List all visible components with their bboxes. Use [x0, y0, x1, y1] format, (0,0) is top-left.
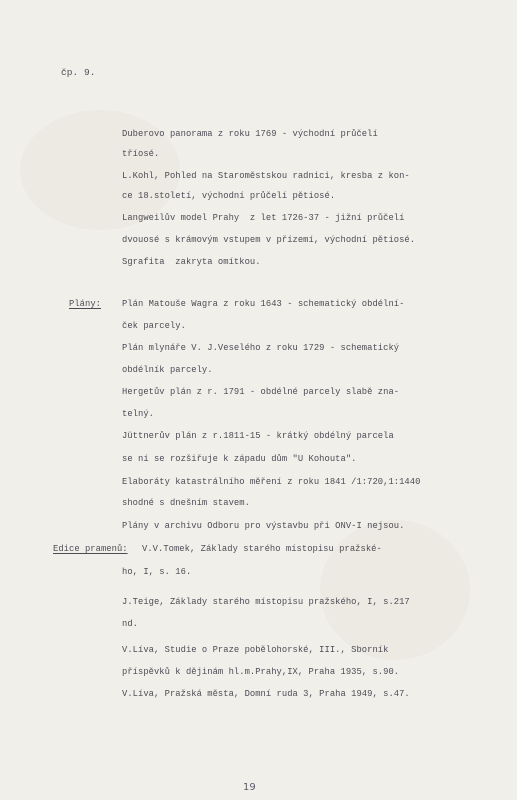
paragraph-line: Duberovo panorama z roku 1769 - východní průčelí	[122, 129, 378, 139]
plans-line: obdélník parcely.	[122, 365, 213, 375]
sources-line: V.Líva, Pražská města, Domní ruda 3, Praha 1949, s.47.	[122, 689, 410, 699]
plans-label: Plány:	[69, 299, 101, 309]
plans-line: Plán mlynáře V. J.Veselého z roku 1729 - schematický	[122, 343, 400, 353]
document-heading: čp. 9.	[61, 67, 96, 78]
paragraph-line: dvouosé s krámovým vstupem v přízemí, východní pětiosé.	[122, 235, 416, 245]
sources-line: nd.	[122, 619, 138, 629]
paragraph-line: ce 18.století, východní průčelí pětiosé.	[122, 191, 336, 201]
paragraph-line: tříosé.	[122, 149, 160, 159]
sources-line: J.Teige, Základy starého místopisu pražského, I, s.217	[122, 597, 410, 607]
paragraph-line: L.Kohl, Pohled na Staroměstskou radnici, kresba z kon-	[122, 171, 410, 181]
plans-line: ček parcely.	[122, 321, 186, 331]
sources-label: Edice pramenů:	[53, 544, 128, 554]
sources-line: příspěvků k dějinám hl.m.Prahy,IX, Praha 1935, s.90.	[122, 667, 400, 677]
plans-line: Elaboráty katastrálního měření z roku 1841 /1:720,1:1440	[122, 477, 421, 487]
sources-line: ho, I, s. 16.	[122, 567, 192, 577]
page-number: 19	[243, 782, 256, 793]
plans-line: telný.	[122, 409, 154, 419]
sources-line: V.V.Tomek, Základy starého místopisu pražské-	[142, 544, 382, 554]
plans-line: Plány v archivu Odboru pro výstavbu při ONV-I nejsou.	[122, 521, 405, 531]
plans-line: Jüttnerův plán z r.1811-15 - krátký obdélný parcela	[122, 431, 394, 441]
plans-line: shodné s dnešním stavem.	[122, 498, 250, 508]
paragraph-line: Sgrafita zakryta omítkou.	[122, 257, 261, 267]
paragraph-line: Langweilův model Prahy z let 1726-37 - jižní průčelí	[122, 213, 405, 223]
paper-stain	[320, 520, 470, 660]
plans-line: Hergetův plán z r. 1791 - obdélné parcely slabě zna-	[122, 387, 400, 397]
plans-line: se ní se rozšiřuje k západu dům "U Kohouta".	[122, 454, 357, 464]
plans-line: Plán Matouše Wagra z roku 1643 - schematický obdélní-	[122, 299, 405, 309]
sources-line: V.Líva, Studie o Praze pobělohorské, III., Sborník	[122, 645, 389, 655]
